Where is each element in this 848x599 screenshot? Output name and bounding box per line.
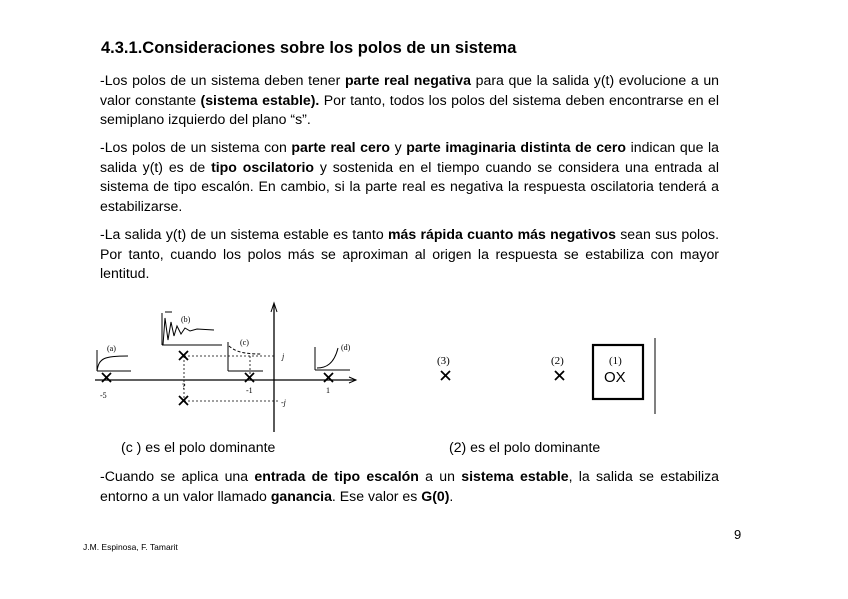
page-number: 9 <box>734 527 742 542</box>
bold-phrase: ganancia <box>270 487 332 504</box>
right-pole-figure <box>437 338 655 414</box>
caption-left: (c ) es el polo dominante <box>121 439 276 455</box>
paragraph-gain <box>100 467 719 506</box>
tick-minus-1: -1 <box>246 386 253 395</box>
bold-phrase: parte imaginaria distinta de cero <box>406 139 626 155</box>
pole-b-upper-x-icon <box>179 351 188 360</box>
response-b <box>162 312 222 345</box>
label-pole-2: (2) <box>551 355 564 367</box>
bold-phrase: más rápida cuanto más negativos <box>387 226 616 242</box>
tick-plus-1: 1 <box>326 386 330 395</box>
label-b: (b) <box>181 315 191 324</box>
text-run: -Cuando se aplica una <box>100 468 255 484</box>
text-run: -Los polos de un sistema deben tener <box>100 72 345 88</box>
text-run: y <box>389 139 407 155</box>
text-run: . <box>449 487 454 504</box>
tick-unknown: ? <box>182 382 186 391</box>
bold-phrase: tipo oscilatorio <box>211 158 314 175</box>
pole-2-x-icon <box>555 371 564 380</box>
label-c: (c) <box>240 338 249 347</box>
footer-authors: J.M. Espinosa, F. Tamarit <box>83 542 178 552</box>
bold-phrase: entrada de tipo escalón <box>254 468 419 484</box>
bold-phrase: G(0) <box>421 487 450 504</box>
tick-j: j <box>282 352 285 361</box>
bold-phrase: (sistema estable). <box>200 91 320 108</box>
pole-3-x-icon <box>441 371 450 380</box>
label-pole-1: (1) <box>609 355 622 367</box>
tick-minus-j: -j <box>281 398 286 407</box>
text-run: -La salida y(t) de un sistema estable es tanto <box>100 226 388 242</box>
text-run: y sostenida en el tiempo cuando se considera una entrada al sistema de tipo escalón. En cambio, si la parte real es negativa la respuesta oscilatoria tenderá a estabilizarse. <box>100 158 719 214</box>
text-run: -Los polos de un sistema con <box>100 139 292 155</box>
text-run: sean sus polos. Por tanto, cuando los polos más se aproximan al origen la respuesta se estabiliza con mayor lentitud. <box>100 226 719 281</box>
bold-phrase: sistema estable <box>461 468 569 484</box>
text-run: a un <box>418 468 462 484</box>
text-run: . Ese valor es <box>331 487 422 504</box>
label-a: (a) <box>107 344 116 353</box>
text-run: , la salida se estabiliza entorno a un valor llamado <box>100 468 720 504</box>
pole-1-marks: OX <box>604 369 626 386</box>
bold-phrase: parte real negativa <box>344 72 471 88</box>
label-pole-3: (3) <box>437 355 450 367</box>
pole-b-lower-x-icon <box>179 396 188 405</box>
left-pole-figure <box>95 303 356 432</box>
response-a <box>97 350 131 371</box>
section-title: 4.3.1.Consideraciones sobre los polos de un sistema <box>101 39 517 57</box>
label-d: (d) <box>341 343 351 352</box>
tick-minus-5: -5 <box>100 391 107 400</box>
text-run: indican que la salida y(t) es de <box>100 139 719 175</box>
bold-phrase: parte real cero <box>291 139 390 155</box>
caption-right: (2) es el polo dominante <box>449 439 601 455</box>
text-run: para que la salida y(t) evolucione a un valor constante <box>100 72 720 108</box>
text-run: Por tanto, todos los polos del sistema deben encontrarse en el semiplano izquierdo del plano “s”. <box>100 91 719 127</box>
